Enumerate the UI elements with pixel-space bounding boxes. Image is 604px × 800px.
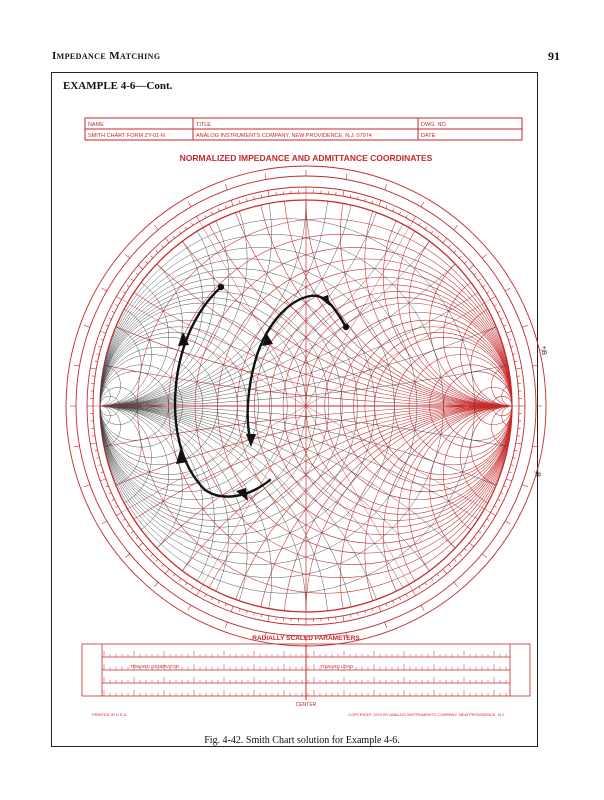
ring-tick bbox=[127, 525, 129, 527]
scale-strip-ticks bbox=[104, 651, 506, 696]
ring-tick bbox=[116, 297, 121, 300]
ring-tick bbox=[393, 601, 394, 604]
ring-tick bbox=[268, 616, 269, 622]
ring-tick bbox=[346, 174, 347, 180]
ring-tick bbox=[497, 311, 500, 312]
ring-tick bbox=[98, 346, 101, 347]
ring-tick bbox=[154, 225, 158, 230]
ring-tick bbox=[173, 574, 175, 576]
ring-tick bbox=[84, 485, 90, 487]
ring-tick bbox=[350, 195, 351, 198]
ring-tick bbox=[419, 223, 421, 226]
ring-tick bbox=[399, 212, 400, 215]
start-point-right bbox=[343, 324, 349, 330]
ring-tick bbox=[490, 513, 495, 516]
ring-tick bbox=[115, 305, 118, 306]
ring-tick bbox=[437, 236, 439, 238]
ring-tick bbox=[393, 209, 394, 212]
ring-tick bbox=[513, 354, 516, 355]
ring-tick bbox=[459, 256, 461, 258]
reactance-arc bbox=[443, 406, 580, 543]
ring-tick bbox=[343, 616, 344, 622]
ring-tick bbox=[421, 202, 424, 207]
ring-tick bbox=[246, 198, 247, 201]
ring-tick bbox=[509, 472, 512, 473]
ring-tick bbox=[95, 450, 98, 451]
ring-tick bbox=[494, 506, 497, 507]
ring-tick bbox=[98, 465, 101, 466]
ring-tick bbox=[522, 325, 528, 327]
ring-tick bbox=[490, 297, 495, 300]
ring-tick bbox=[365, 611, 366, 614]
ring-tick bbox=[454, 251, 456, 253]
ring-tick bbox=[131, 531, 133, 533]
radial-line bbox=[200, 222, 307, 406]
ring-tick bbox=[261, 614, 262, 617]
susceptance-arc bbox=[18, 241, 183, 406]
ring-tick bbox=[96, 354, 99, 355]
ring-tick bbox=[505, 288, 510, 291]
ring-tick bbox=[138, 543, 143, 547]
ring-tick bbox=[506, 331, 512, 333]
ring-tick bbox=[449, 245, 451, 247]
ring-tick bbox=[254, 196, 255, 199]
reactance-arc bbox=[306, 0, 604, 406]
susceptance-arc bbox=[31, 269, 168, 406]
ring-tick bbox=[145, 261, 147, 263]
ring-tick bbox=[101, 339, 104, 340]
ring-tick bbox=[165, 569, 169, 574]
ring-tick bbox=[487, 519, 490, 521]
ring-tick bbox=[474, 273, 476, 275]
ring-tick bbox=[90, 443, 96, 444]
ring-tick bbox=[112, 311, 115, 312]
ring-tick bbox=[431, 231, 433, 233]
ring-tick bbox=[211, 597, 212, 600]
toward-load-label: TOWARD LOAD bbox=[320, 664, 354, 669]
ring-tick bbox=[406, 594, 407, 597]
reactance-arc bbox=[365, 406, 604, 700]
ring-tick bbox=[151, 256, 153, 258]
ring-tick bbox=[156, 559, 158, 561]
printed-label: PRINTED IN U.S.A. bbox=[92, 712, 128, 717]
ring-tick bbox=[109, 493, 112, 494]
ring-tick bbox=[454, 225, 458, 230]
ring-tick bbox=[185, 227, 187, 229]
susceptance-arc bbox=[0, 63, 272, 406]
ring-tick bbox=[131, 279, 133, 281]
ring-tick bbox=[239, 201, 240, 204]
ring-tick bbox=[218, 209, 219, 212]
reactance-arc bbox=[430, 241, 595, 406]
minus-jb-label: −jB bbox=[534, 468, 540, 477]
ring-tick bbox=[343, 190, 344, 196]
center-label: CENTER bbox=[295, 702, 317, 708]
ring-tick bbox=[482, 254, 487, 258]
ring-tick bbox=[350, 614, 351, 617]
ring-tick bbox=[265, 174, 266, 180]
reactance-arc bbox=[100, 0, 604, 406]
ring-tick bbox=[154, 582, 158, 587]
ring-tick bbox=[478, 531, 480, 533]
susceptance-arc bbox=[31, 406, 168, 543]
ring-tick bbox=[197, 216, 200, 221]
ring-tick bbox=[145, 549, 147, 551]
ring-tick bbox=[151, 554, 153, 556]
ring-tick bbox=[511, 346, 514, 347]
ring-tick bbox=[90, 368, 96, 369]
toward-generator-label: TOWARD GENERATOR bbox=[130, 664, 180, 669]
ring-tick bbox=[501, 493, 504, 494]
radial-line bbox=[306, 406, 413, 590]
ring-tick bbox=[125, 554, 130, 558]
ring-tick bbox=[522, 485, 528, 487]
ring-tick bbox=[509, 339, 512, 340]
ring-tick bbox=[483, 285, 485, 287]
ring-tick bbox=[173, 236, 175, 238]
ring-tick bbox=[179, 231, 181, 233]
ring-tick bbox=[385, 184, 387, 190]
ring-tick bbox=[494, 305, 497, 306]
ring-tick bbox=[192, 587, 194, 590]
ring-tick bbox=[192, 223, 194, 226]
ring-tick bbox=[74, 365, 80, 366]
susceptance-arc bbox=[18, 406, 183, 571]
ring-tick bbox=[421, 605, 424, 610]
ring-tick bbox=[239, 609, 240, 612]
running-head: Impedance Matching bbox=[52, 50, 161, 62]
ring-tick bbox=[425, 227, 427, 229]
ring-tick bbox=[365, 198, 366, 201]
ring-tick bbox=[386, 206, 387, 209]
reactance-arc bbox=[169, 0, 604, 406]
ring-tick bbox=[533, 365, 539, 366]
ring-tick bbox=[443, 238, 447, 243]
ring-tick bbox=[425, 583, 427, 585]
ring-tick bbox=[188, 202, 191, 207]
ring-tick bbox=[505, 521, 510, 524]
ring-tick bbox=[379, 606, 381, 612]
ring-tick bbox=[482, 554, 487, 558]
ring-tick bbox=[437, 574, 439, 576]
page-number: 91 bbox=[548, 49, 560, 63]
ring-tick bbox=[516, 368, 522, 369]
ring-tick bbox=[501, 318, 504, 319]
ring-tick bbox=[100, 331, 106, 333]
ring-tick bbox=[156, 251, 158, 253]
ring-tick bbox=[358, 613, 359, 616]
radial-line bbox=[306, 222, 413, 406]
ring-tick bbox=[123, 519, 126, 521]
ring-tick bbox=[497, 499, 500, 500]
ring-tick bbox=[506, 479, 512, 481]
ring-tick bbox=[268, 190, 269, 196]
susceptance-arc bbox=[0, 0, 512, 406]
ring-tick bbox=[379, 200, 381, 206]
start-point-left bbox=[218, 284, 224, 290]
ring-tick bbox=[127, 285, 129, 287]
scales-title: RADIALLY SCALED PARAMETERS bbox=[252, 635, 360, 642]
ring-tick bbox=[246, 611, 247, 614]
ring-tick bbox=[516, 443, 522, 444]
ring-tick bbox=[101, 472, 104, 473]
reactance-arc bbox=[383, 149, 604, 407]
ring-tick bbox=[185, 583, 187, 585]
example-label: EXAMPLE 4-6—Cont. bbox=[63, 80, 173, 92]
ring-tick bbox=[109, 318, 112, 319]
title-label: TITLE bbox=[196, 122, 211, 128]
ring-tick bbox=[511, 465, 514, 466]
dwg-label: DWG. NO. bbox=[421, 122, 448, 128]
ring-tick bbox=[474, 537, 476, 539]
ring-tick bbox=[413, 216, 416, 221]
ring-tick bbox=[231, 200, 233, 206]
ring-tick bbox=[100, 479, 106, 481]
ring-tick bbox=[464, 261, 466, 263]
susceptance-arc bbox=[0, 406, 203, 612]
ring-tick bbox=[84, 325, 90, 327]
ring-tick bbox=[449, 564, 451, 566]
ring-tick bbox=[469, 265, 474, 269]
ring-tick bbox=[419, 587, 421, 590]
ring-tick bbox=[179, 578, 181, 580]
ring-tick bbox=[138, 265, 143, 269]
date-label: DATE bbox=[421, 133, 436, 139]
ring-tick bbox=[514, 361, 517, 362]
ring-tick bbox=[386, 603, 387, 606]
ring-tick bbox=[74, 446, 80, 447]
ring-tick bbox=[469, 543, 474, 547]
ring-tick bbox=[503, 486, 506, 487]
ring-tick bbox=[483, 525, 485, 527]
susceptance-arc bbox=[0, 406, 247, 700]
ring-tick bbox=[125, 254, 130, 258]
plus-jb-label: +jB bbox=[540, 346, 546, 355]
ring-tick bbox=[102, 288, 107, 291]
ring-tick bbox=[218, 601, 219, 604]
ring-tick bbox=[443, 569, 447, 574]
ring-tick bbox=[454, 582, 458, 587]
ring-tick bbox=[459, 554, 461, 556]
ring-tick bbox=[431, 578, 433, 580]
scales-box bbox=[82, 644, 530, 700]
ring-tick bbox=[514, 450, 517, 451]
ring-tick bbox=[205, 594, 206, 597]
ring-tick bbox=[165, 238, 169, 243]
ring-tick bbox=[358, 196, 359, 199]
ring-tick bbox=[116, 513, 121, 516]
copyright-label: COPYRIGHT 1970 BY ANALOG INSTRUMENTS COMPANY, NEW PROVIDENCE, N.J. bbox=[348, 712, 505, 717]
ring-tick bbox=[399, 597, 400, 600]
ring-tick bbox=[385, 622, 387, 628]
reactance-arc bbox=[255, 0, 604, 406]
susceptance-arc bbox=[0, 200, 203, 406]
ring-tick bbox=[102, 521, 107, 524]
figure-caption: Fig. 4-42. Smith Chart solution for Example 4-6. bbox=[204, 735, 400, 746]
ring-tick bbox=[95, 361, 98, 362]
ring-tick bbox=[136, 273, 138, 275]
form-id: SMITH CHART FORM ZY-01-N bbox=[88, 133, 165, 139]
ring-tick bbox=[454, 559, 456, 561]
ring-tick bbox=[231, 606, 233, 612]
ring-tick bbox=[197, 590, 200, 595]
ring-tick bbox=[487, 292, 490, 294]
ring-tick bbox=[161, 245, 163, 247]
ring-tick bbox=[478, 279, 480, 281]
ring-tick bbox=[513, 458, 516, 459]
reactance-arc bbox=[430, 406, 595, 571]
ring-tick bbox=[225, 622, 227, 628]
ring-tick bbox=[406, 215, 407, 218]
ring-tick bbox=[464, 549, 466, 551]
ring-tick bbox=[225, 206, 226, 209]
ring-tick bbox=[115, 506, 118, 507]
ring-tick bbox=[211, 212, 212, 215]
susceptance-arc bbox=[0, 0, 443, 406]
ring-tick bbox=[225, 184, 227, 190]
ring-tick bbox=[106, 486, 109, 487]
ring-tick bbox=[533, 446, 539, 447]
ring-tick bbox=[188, 605, 191, 610]
ring-tick bbox=[261, 195, 262, 198]
reactance-arc bbox=[443, 269, 580, 406]
chart-heading: NORMALIZED IMPEDANCE AND ADMITTANCE COORDINATES bbox=[179, 153, 433, 163]
ring-tick bbox=[96, 458, 99, 459]
ring-tick bbox=[225, 603, 226, 606]
ring-tick bbox=[136, 537, 138, 539]
ring-tick bbox=[254, 613, 255, 616]
reactance-arc bbox=[383, 406, 604, 664]
solution-path-left bbox=[175, 287, 270, 497]
ring-tick bbox=[503, 325, 506, 326]
name-label: NAME bbox=[88, 122, 104, 128]
ring-tick bbox=[205, 215, 206, 218]
ring-tick bbox=[413, 590, 416, 595]
radial-line bbox=[200, 406, 307, 590]
ring-tick bbox=[372, 201, 373, 204]
susceptance-arc bbox=[0, 406, 272, 749]
ring-tick bbox=[161, 564, 163, 566]
ring-tick bbox=[123, 292, 126, 294]
ring-tick bbox=[106, 325, 109, 326]
ring-tick bbox=[372, 609, 373, 612]
ring-tick bbox=[112, 499, 115, 500]
publisher: ANALOG INSTRUMENTS COMPANY, NEW PROVIDENCE, N.J. 07974 bbox=[196, 133, 372, 139]
